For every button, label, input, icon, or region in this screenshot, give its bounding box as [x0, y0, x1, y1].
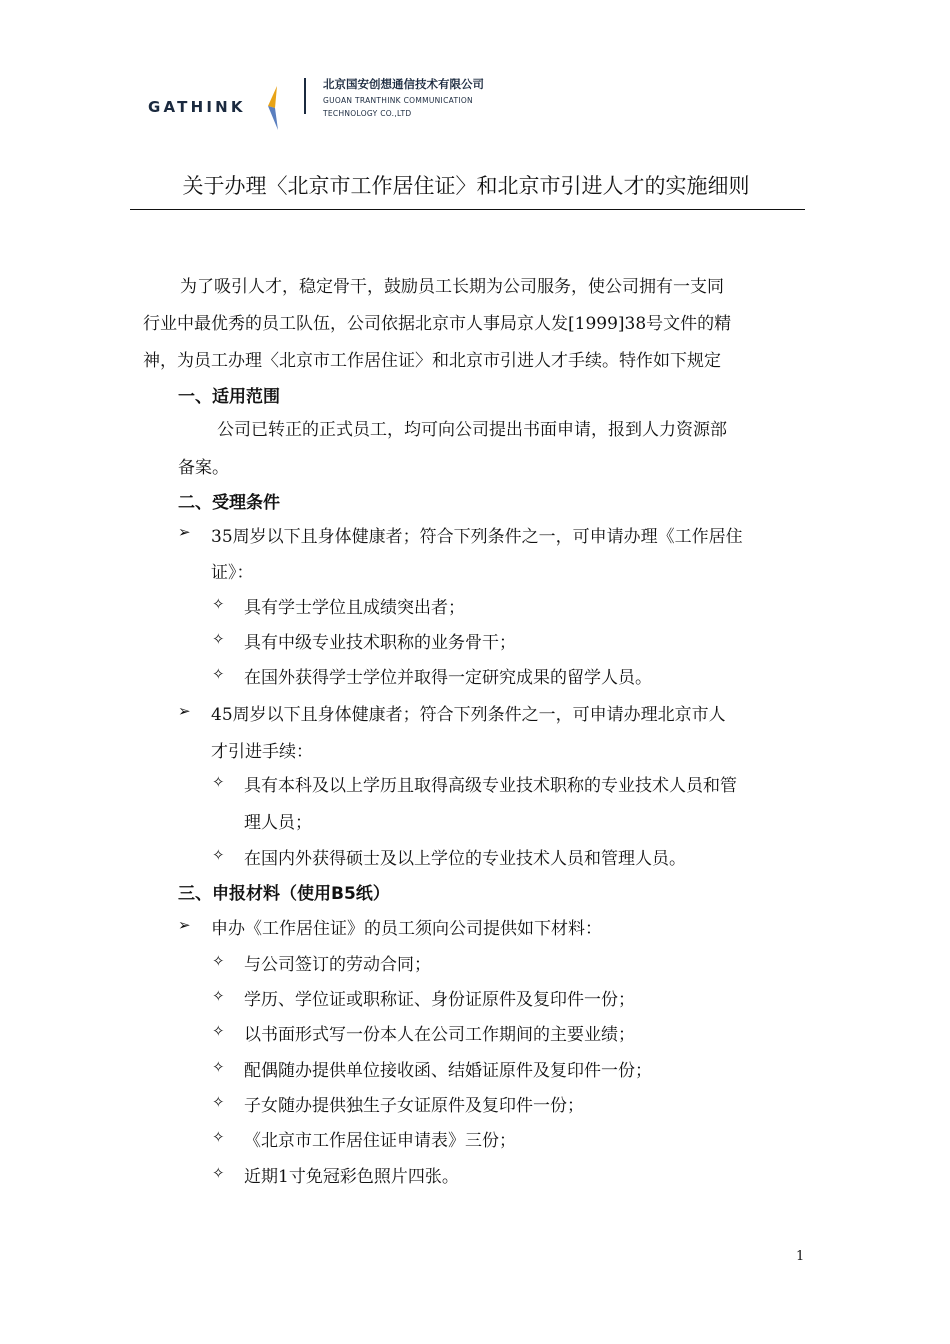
- diamond-bullet-icon: ✧: [212, 1093, 225, 1111]
- material-item-1: 与公司签订的劳动合同；: [244, 955, 431, 975]
- condition-1-line-2: 证》：: [211, 563, 254, 583]
- company-name-en-line2: TECHNOLOGY CO.,LTD: [323, 109, 412, 118]
- condition-1-sub-1: 具有学士学位且成绩突出者；: [244, 598, 465, 618]
- section-heading-materials: 三、申报材料（使用B5纸）: [178, 884, 390, 904]
- condition-1-line-1: 35周岁以下且身体健康者；符合下列条件之一，可申请办理《工作居住: [211, 527, 743, 547]
- material-item-7: 近期1寸免冠彩色照片四张。: [244, 1167, 459, 1187]
- diamond-bullet-icon: ✧: [212, 595, 225, 613]
- diamond-bullet-icon: ✧: [212, 987, 225, 1005]
- condition-1-sub-2: 具有中级专业技术职称的业务骨干；: [244, 633, 516, 653]
- diamond-bullet-icon: ✧: [212, 1022, 225, 1040]
- diamond-bullet-icon: ✧: [212, 665, 225, 683]
- diamond-bullet-icon: ✧: [212, 952, 225, 970]
- company-name-cn: 北京国安创想通信技术有限公司: [323, 77, 484, 91]
- material-item-4: 配偶随办提供单位接收函、结婚证原件及复印件一份；: [244, 1061, 652, 1081]
- page-number: 1: [796, 1249, 805, 1264]
- company-name-en: [323, 94, 473, 120]
- diamond-bullet-icon: ✧: [212, 1058, 225, 1076]
- materials-intro: 申办《工作居住证》的员工须向公司提供如下材料：: [211, 919, 602, 939]
- condition-2-line-2: 才引进手续：: [211, 742, 313, 762]
- condition-2-line-1: 45周岁以下且身体健康者；符合下列条件之一，可申请办理北京市人: [211, 705, 726, 725]
- material-item-5: 子女随办提供独生子女证原件及复印件一份；: [244, 1096, 584, 1116]
- intro-line-1: 为了吸引人才，稳定骨干，鼓励员工长期为公司服务，使公司拥有一支同: [180, 277, 724, 297]
- arrow-bullet-icon: ➢: [178, 702, 191, 720]
- title-underline: [130, 209, 805, 210]
- condition-1-sub-3: 在国外获得学士学位并取得一定研究成果的留学人员。: [244, 668, 652, 688]
- diamond-bullet-icon: ✧: [212, 846, 225, 864]
- material-item-3: 以书面形式写一份本人在公司工作期间的主要业绩；: [244, 1025, 635, 1045]
- intro-line-2: 行业中最优秀的员工队伍，公司依据北京市人事局京人发[1999]38号文件的精: [143, 314, 732, 334]
- arrow-bullet-icon: ➢: [178, 523, 191, 541]
- section-heading-scope: 一、适用范围: [178, 387, 280, 407]
- material-item-2: 学历、学位证或职称证、身份证原件及复印件一份；: [244, 990, 635, 1010]
- letterhead: [0, 0, 950, 150]
- company-logo-wordmark: GATHINK: [148, 98, 246, 116]
- condition-2-sub-2: 在国内外获得硕士及以上学位的专业技术人员和管理人员。: [244, 849, 686, 869]
- scope-body-line-2: 备案。: [178, 458, 229, 478]
- diamond-bullet-icon: ✧: [212, 630, 225, 648]
- section-heading-conditions: 二、受理条件: [178, 493, 280, 513]
- company-logo-icon: [266, 86, 284, 130]
- condition-2-sub-1-line-1: 具有本科及以上学历且取得高级专业技术职称的专业技术人员和管: [244, 776, 737, 796]
- material-item-6: 《北京市工作居住证申请表》三份；: [244, 1131, 516, 1151]
- company-name-en-line1: GUOAN TRANTHINK COMMUNICATION: [323, 96, 473, 105]
- logo-divider: [304, 78, 306, 114]
- diamond-bullet-icon: ✧: [212, 773, 225, 791]
- arrow-bullet-icon: ➢: [178, 916, 191, 934]
- diamond-bullet-icon: ✧: [212, 1164, 225, 1182]
- intro-line-3: 神，为员工办理〈北京市工作居住证〉和北京市引进人才手续。特作如下规定: [143, 351, 721, 371]
- condition-2-sub-1-line-2: 理人员；: [244, 813, 312, 833]
- document-title: 关于办理〈北京市工作居住证〉和北京市引进人才的实施细则: [182, 174, 750, 198]
- scope-body-line-1: 公司已转正的正式员工，均可向公司提出书面申请，报到人力资源部: [217, 420, 727, 440]
- diamond-bullet-icon: ✧: [212, 1128, 225, 1146]
